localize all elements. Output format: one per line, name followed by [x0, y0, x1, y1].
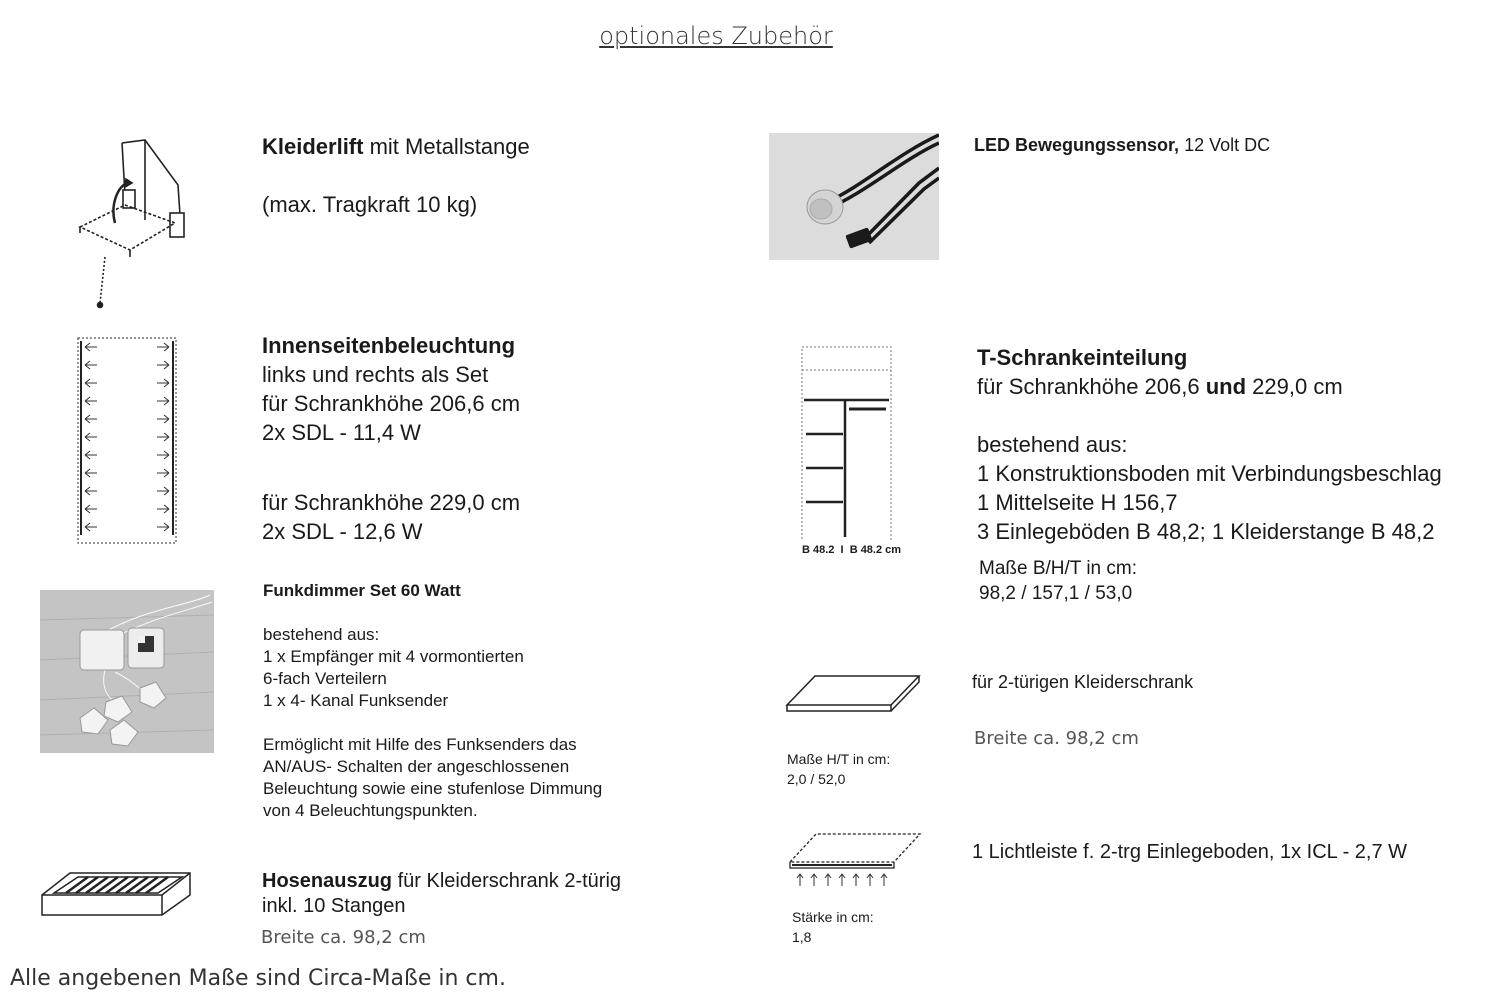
innenseiten-line3: 2x SDL - 11,4 W — [262, 420, 421, 445]
kleiderlift-capacity: (max. Tragkraft 10 kg) — [262, 192, 478, 217]
boden-dims-value: 2,0 / 52,0 — [787, 771, 846, 787]
hosenauszug-width: Breite ca. 98,2 cm — [261, 927, 426, 948]
lichtleiste-title: 1 Lichtleiste f. 2-trg Einlegeboden, 1x ICL - 2,7 W — [972, 841, 1408, 863]
hosenauszug-desc: für Kleiderschrank 2-türig — [392, 870, 622, 892]
led-sensor-text — [974, 134, 1270, 156]
funkdimmer-item2: 6-fach Verteilern — [263, 669, 387, 688]
funkdimmer-image — [40, 590, 214, 753]
funkdimmer-desc4: von 4 Beleuchtungspunkten. — [263, 801, 478, 820]
boden-image — [785, 673, 925, 718]
funkdimmer-consists: bestehend aus: — [263, 625, 380, 644]
funkdimmer-item1: 1 x Empfänger mit 4 vormontierten — [263, 647, 524, 666]
lichtleiste-thick-value: 1,8 — [792, 929, 812, 945]
hosenauszug-name: Hosenauszug — [262, 870, 393, 892]
innenseiten-line2: für Schrankhöhe 206,6 cm — [262, 391, 521, 416]
funkdimmer-name: Funkdimmer Set 60 Watt — [263, 581, 461, 600]
innenseiten-line5: 2x SDL - 12,6 W — [262, 519, 423, 544]
boden-dims — [787, 749, 890, 789]
funkdimmer-item3: 1 x 4- Kanal Funksender — [263, 691, 449, 710]
lichtleiste-image — [788, 830, 928, 890]
t-schrank-item3: 3 Einlegeböden B 48,2; 1 Kleiderstange B 48,2 — [977, 519, 1435, 544]
t-schrank-consists: bestehend aus: — [977, 432, 1128, 457]
funkdimmer-desc3: Beleuchtung sowie eine stufenlose Dimmung — [263, 779, 603, 798]
t-schrank-dims — [979, 556, 1137, 606]
t-schrank-image — [800, 345, 895, 540]
t-schrank-diagram-label: B 48.2 I B 48.2 cm — [802, 544, 902, 556]
kleiderlift-image — [70, 135, 200, 310]
lichtleiste-thick-label: Stärke in cm: — [792, 909, 874, 925]
boden-width: Breite ca. 98,2 cm — [974, 728, 1139, 749]
t-schrank-item2: 1 Mittelseite H 156,7 — [977, 490, 1178, 515]
boden-dims-label: Maße H/T in cm: — [787, 751, 891, 767]
led-sensor-spec: 12 Volt DC — [1179, 135, 1271, 155]
funkdimmer-desc2: AN/AUS- Schalten der angeschlossenen — [263, 757, 570, 776]
t-schrank-height-and: und — [1205, 374, 1247, 399]
t-schrank-item1: 1 Konstruktionsboden mit Verbindungsbeschlag — [977, 461, 1442, 486]
innenseiten-line4: für Schrankhöhe 229,0 cm — [262, 490, 521, 515]
hosenauszug-line2: inkl. 10 Stangen — [262, 895, 406, 917]
page-title: optionales Zubehör — [599, 22, 833, 50]
led-sensor-name: LED Bewegungssensor, — [974, 135, 1180, 155]
innenseiten-name: Innenseitenbeleuchtung — [262, 333, 516, 358]
kleiderlift-title — [262, 132, 530, 161]
boden-title: für 2-türigen Kleiderschrank — [972, 672, 1194, 692]
hosenauszug-image — [40, 865, 192, 920]
t-schrank-height-pre: für Schrankhöhe 206,6 — [977, 374, 1206, 399]
led-sensor-image — [769, 133, 939, 260]
t-schrank-text — [977, 343, 1442, 546]
t-schrank-dims-value: 98,2 / 157,1 / 53,0 — [979, 583, 1133, 604]
innenseiten-line1: links und rechts als Set — [262, 362, 489, 387]
innenseiten-image — [75, 335, 180, 550]
hosenauszug-text — [262, 869, 621, 919]
kleiderlift-name: Kleiderlift — [262, 134, 364, 159]
lichtleiste-thick — [792, 907, 874, 947]
t-schrank-dims-label: Maße B/H/T in cm: — [979, 558, 1138, 579]
funkdimmer-desc1: Ermöglicht mit Hilfe des Funksenders das — [263, 735, 577, 754]
t-schrank-height-post: 229,0 cm — [1246, 374, 1343, 399]
t-schrank-name: T-Schrankeinteilung — [977, 345, 1188, 370]
funkdimmer-text — [263, 580, 602, 822]
footer-note: Alle angebenen Maße sind Circa-Maße in cm. — [10, 966, 506, 991]
kleiderlift-desc: mit Metallstange — [363, 134, 530, 159]
innenseiten-text — [262, 331, 520, 546]
